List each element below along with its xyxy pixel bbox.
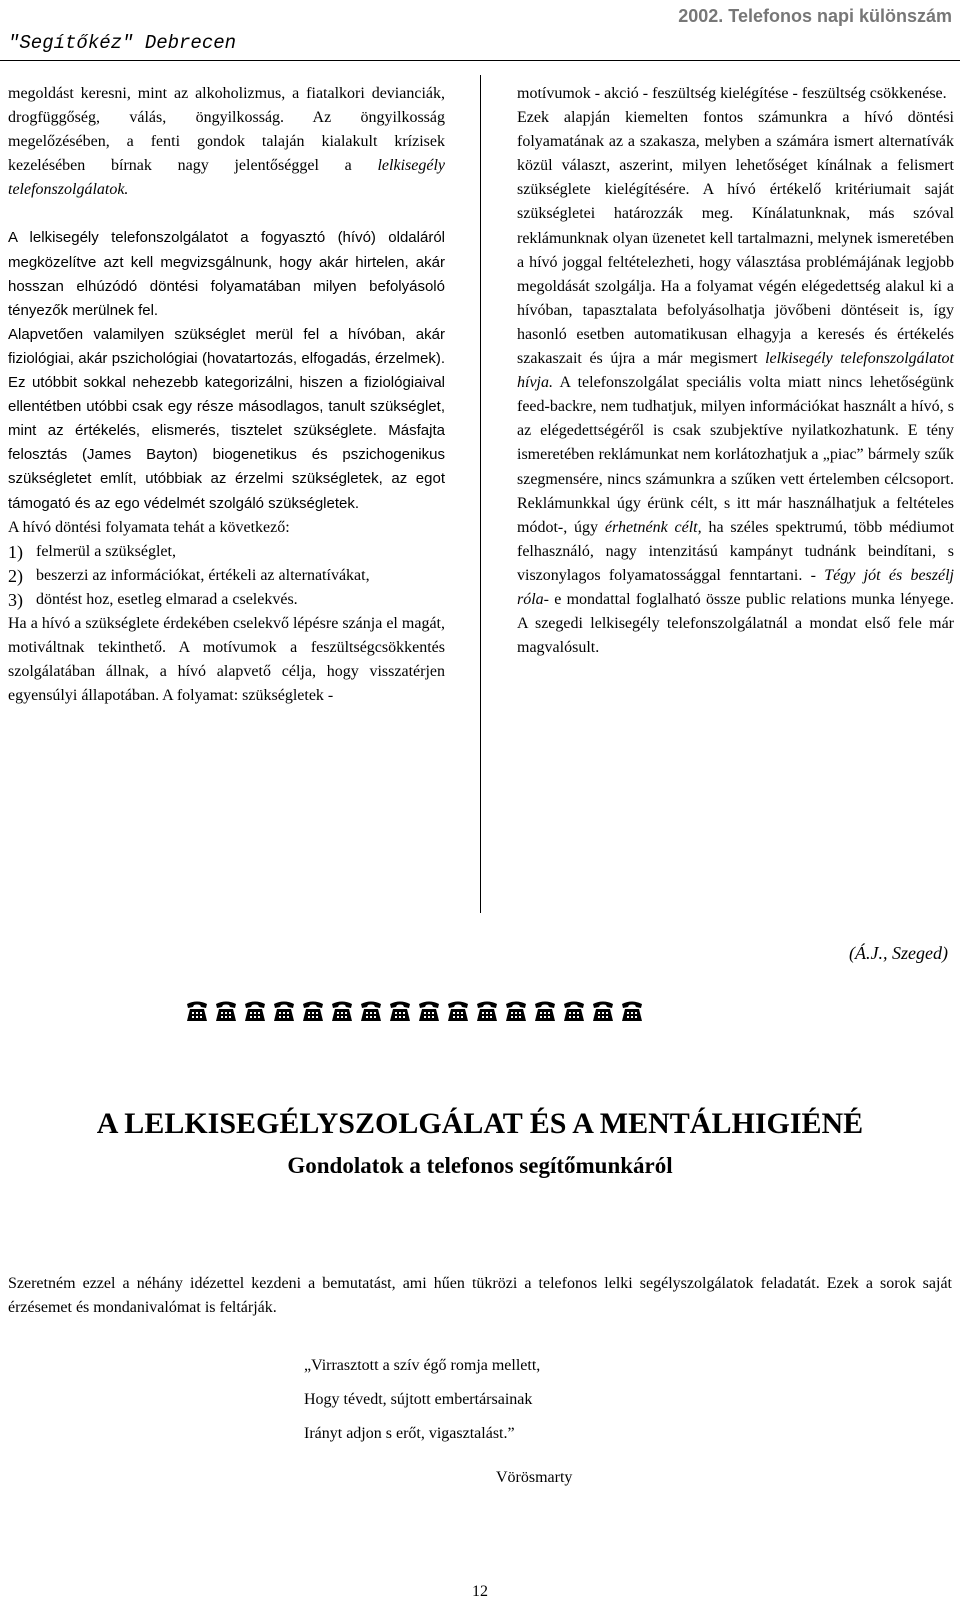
paragraph-text: e mondattal foglalható össze public relations munka lényege. A szegedi lelkisegély telefonszolgálatnál a mondat első fele már magvalósult.: [517, 590, 954, 657]
author-signature: (Á.J., Szeged): [849, 943, 948, 963]
emphasis-text: Tégy jót és beszélj róla-: [517, 566, 954, 608]
telephone-icon: [214, 1000, 238, 1022]
paragraph: [8, 82, 445, 202]
list-number: 3): [8, 589, 23, 610]
telephone-icon: [359, 1000, 383, 1022]
list-item: [8, 588, 445, 612]
emphasis-text: lelkisegély telefonszolgálatok.: [8, 157, 445, 199]
telephone-icon: [330, 1000, 354, 1022]
emphasis-text: érhetnénk célt,: [604, 518, 702, 536]
paragraph-text: ha széles spektrumú, több médiumot felhasználó, nagy intenzitású kampányt tudnánk beindítani, s viszonylagos folyamatossággal fenntartani. -: [517, 518, 955, 584]
telephone-icon: [388, 1000, 412, 1022]
poem-quote: [304, 1357, 540, 1459]
paragraph-text: Ezek alapján kiemelten fontos számunkra a hívó döntési folyamatának az a szakasza, melyben a számára ismert alternatívák közül választ, aszerint, milyen lehetőséget kínálnak a felismert szükséglete kielégítésére. A hívó értékelő kritériumait saját szükségletei határozzák meg. Kínálatunknak, más szóval reklámunknak olyan üzenetet kell tartalmazni, melynek ismeretében a hívó joggal feltételezheti, hogy választása problémájának legjobb megoldását szolgálja. Ha a folyamat végén elégedettség alakul ki a hívóban, tapasztalata befolyásolhatja jövőbeni döntéseit is, így hasonló esetben automatikusan elhagyja a keresés és értékelés szakaszait és újra a már megismert: [517, 109, 954, 368]
list-item: [8, 564, 445, 588]
telephone-icon: [301, 1000, 325, 1022]
telephone-icon: [446, 1000, 470, 1022]
column-divider: [480, 75, 481, 913]
poem-line: Hogy tévedt, sújtott embertársainak: [304, 1391, 533, 1408]
telephone-icon: [185, 1000, 209, 1022]
list-text: döntést hoz, esetleg elmarad a cselekvés.: [36, 590, 298, 608]
page-header: [0, 0, 960, 60]
paragraph: motívumok - akció - feszültség kielégítése - feszültség csökkenése.: [517, 85, 947, 102]
left-column: [8, 82, 445, 708]
list-number: 1): [8, 541, 23, 562]
issue-title: 2002. Telefonos napi különszám: [678, 6, 952, 26]
telephone-icon: [562, 1000, 586, 1022]
paragraph-text: megoldást keresni, mint az alkoholizmus, a fiatalkori devianciák, drogfüggőség, válás, öngyilkosság. Az öngyilkosság megelőzésében, a fenti gondok talaján kialakult krízisek kezelésében bírnak nagy jelentőséggel a: [8, 85, 445, 175]
article-subtitle: Gondolatok a telefonos segítőmunkáról: [287, 1153, 673, 1178]
telephone-icon: [591, 1000, 615, 1022]
telephone-icon: [533, 1000, 557, 1022]
poem-line: „Virrasztott a szív égő romja mellett,: [304, 1357, 541, 1374]
publisher-name: "Segítőkéz" Debrecen: [8, 32, 237, 54]
page-number: 12: [472, 1583, 488, 1600]
poem-author: Vörösmarty: [496, 1469, 573, 1486]
paragraph: A lelkisegély telefonszolgálatot a fogyasztó (hívó) oldaláról megközelítve azt kell megvizsgálnunk, hogy akár hirtelen, akár hosszan elhúzódó döntési folyamatában milyen befolyásoló tényezők merülnek fel.: [8, 229, 445, 319]
paragraph: Ha a hívó a szükséglete érdekében cselekvő lépésre szánja el magát, motiváltnak tekinthető. A motívumok a feszültségcsökkentés szolgálatában állnak, a hívó alapvető célja, hogy visszatérjen egyensúlyi állapotában. A folyamat: szükségletek -: [8, 614, 445, 705]
telephone-icon: [504, 1000, 528, 1022]
header-rule: [0, 60, 960, 61]
emphasis-text: lelkisegély telefonszolgálatot hívja.: [517, 350, 954, 392]
list-number: 2): [8, 565, 23, 586]
paragraph: [517, 106, 954, 660]
paragraph-text: A telefonszolgálat speciális volta miatt nincs lehetőségünk feed-backre, nem tudhatjuk, milyen információkat használt a hívó, s az elégedettségéről is csak szubjektíve nyilatkozhatunk. E tény ismeretében reklámunkat nem korlátozhatjuk a „piac” bármely szűk szegmensére, nincs számunkra a szűken vett értelemben célcsoport. Reklámunkkal úgy érünk célt, s itt már használhatjuk a feltételes módot-, úgy: [517, 374, 954, 536]
article-intro: Szeretném ezzel a néhány idézettel kezdeni a bemutatást, ami hűen tükrözi a telefonos lelki segélyszolgálatok feladatát. Ezek a sorok saját érzésemet és mondanivalómat is feltárják.: [8, 1275, 952, 1316]
telephone-icon: [620, 1000, 644, 1022]
telephone-icon: [243, 1000, 267, 1022]
list-text: felmerül a szükséglet,: [36, 542, 176, 560]
paragraph: A hívó döntési folyamata tehát a következő:: [8, 518, 290, 536]
telephone-icon: [417, 1000, 441, 1022]
article-title: A LELKISEGÉLYSZOLGÁLAT ÉS A MENTÁLHIGIÉNÉ: [96, 1107, 864, 1140]
list-text: beszerzi az információkat, értékeli az alternatívákat,: [36, 566, 370, 584]
right-column: [517, 82, 954, 660]
telephone-icon: [272, 1000, 296, 1022]
telephone-icon: [475, 1000, 499, 1022]
paragraph: [8, 323, 445, 516]
paragraph-text: Alapvetően valamilyen szükséglet merül fel a hívóban, akár fiziológiai, akár pszichológiai (hovatartozás, elfogadás, érzelmek). Ez utóbbit sokkal nehezebb kategorizálni, hiszen a fiziológiaival ellentétben utóbbi csak egy része másodlagos, tanult szükséglet, mint az értékelés, elismerés, tisztelet szükséglete. Másfajta felosztás (James Bayton) biogenetikus és pszichogenikus szükségletet említ, utóbbiak az érzelmi szükségletek, az egot támogató és az ego védelmét szolgáló szükségletek.: [8, 325, 445, 512]
telephone-divider: [185, 1000, 644, 1022]
list-item: [8, 540, 445, 564]
poem-line: Irányt adjon s erőt, vigasztalást.”: [304, 1425, 515, 1442]
